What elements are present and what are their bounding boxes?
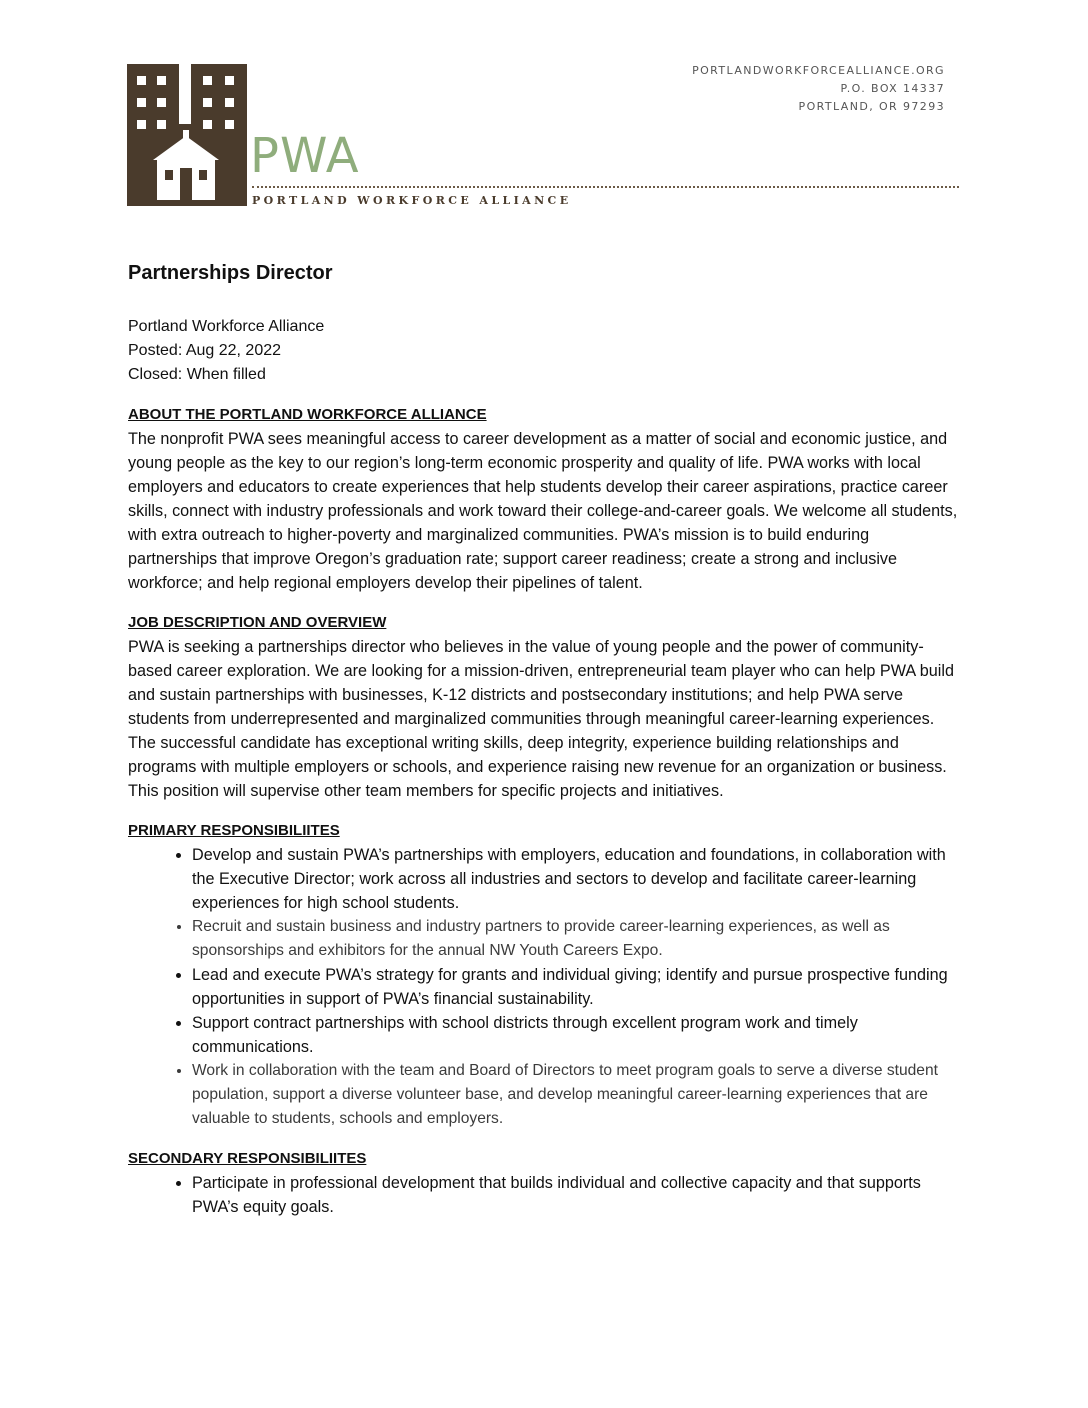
- section-heading-job-description: JOB DESCRIPTION AND OVERVIEW: [128, 614, 387, 631]
- primary-responsibilities-list: [128, 843, 958, 1131]
- section-heading-primary: PRIMARY RESPONSIBILIITES: [128, 822, 340, 839]
- section-heading-about: ABOUT THE PORTLAND WORKFORCE ALLIANCE: [128, 406, 487, 423]
- page-title: Partnerships Director: [128, 262, 333, 284]
- job-posting: [128, 262, 958, 1235]
- section-heading-secondary: SECONDARY RESPONSIBILIITES: [128, 1150, 367, 1167]
- list-item: • Support contract partnerships with school districts through excellent program work and timely communications.: [192, 1011, 958, 1059]
- city-state-zip: PORTLAND, OR 97293: [798, 100, 945, 113]
- list-item: • Lead and execute PWA’s strategy for grants and individual giving; identify and pursue prospective funding opportunities in support of PWA’s financial sustainability.: [192, 963, 958, 1011]
- logo-full-name: PORTLAND WORKFORCE ALLIANCE: [252, 194, 572, 207]
- list-item: • Participate in professional development that builds individual and collective capacity and that supports PWA’s equity goals.: [192, 1171, 958, 1219]
- list-item: • Work in collaboration with the team and Board of Directors to meet program goals to serve a diverse student population, support a diverse volunteer base, and develop meaningful career-learning experiences that are valuable to students, schools and employers.: [192, 1059, 958, 1131]
- header-divider: [252, 186, 959, 188]
- section-body-about: The nonprofit PWA sees meaningful access to career development as a matter of social and economic justice, and young people as the key to our region’s long-term economic prosperity and quality of life. PWA works with local employers and educators to create experiences that help students develop their career aspirations, practice career skills, connect with industry professionals and work toward their college-and-career goals. We welcome all students, with extra outreach to higher-poverty and marginalized communities. PWA’s mission is to build enduring partnerships that improve Oregon’s graduation rate; support career readiness; create a strong and inclusive workforce; and help regional employers develop their pipelines of talent.: [128, 430, 958, 592]
- section-body-job-description: PWA is seeking a partnerships director who believes in the value of young people and the power of community-based career exploration. We are looking for a mission-driven, entrepreneurial team player who can help PWA build and sustain partnerships with businesses, K-12 districts and postsecondary institutions; and help PWA serve students from underrepresented and marginalized communities through meaningful career-learning experiences. The successful candidate has exceptional writing skills, deep integrity, experience building relationships and programs with multiple employers or schools, and experience raising new revenue for an organization or business. This position will supervise other team members for specific projects and initiatives.: [128, 638, 954, 800]
- list-item: • Develop and sustain PWA’s partnerships with employers, education and foundations, in collaboration with the Executive Director; work across all industries and sectors to develop and facilitate career-learning experiences for high school students.: [192, 843, 958, 915]
- buildings-logo-icon: [127, 64, 247, 206]
- pwa-logo: [127, 64, 247, 211]
- logo-abbreviation: PWA: [250, 128, 360, 184]
- list-item: • Recruit and sustain business and industry partners to provide career-learning experiences, as well as sponsorships and exhibitors for the annual NW Youth Careers Expo.: [192, 915, 958, 963]
- po-box: P.O. BOX 14337: [840, 82, 945, 95]
- website-url[interactable]: PORTLANDWORKFORCEALLIANCE.ORG: [692, 64, 945, 77]
- secondary-responsibilities-list: [128, 1171, 958, 1219]
- closed-status: Closed: When filled: [128, 366, 266, 383]
- posting-meta: [128, 315, 958, 387]
- organization-name: Portland Workforce Alliance: [128, 318, 325, 335]
- posted-date: Posted: Aug 22, 2022: [128, 342, 282, 359]
- address-block: [692, 62, 945, 116]
